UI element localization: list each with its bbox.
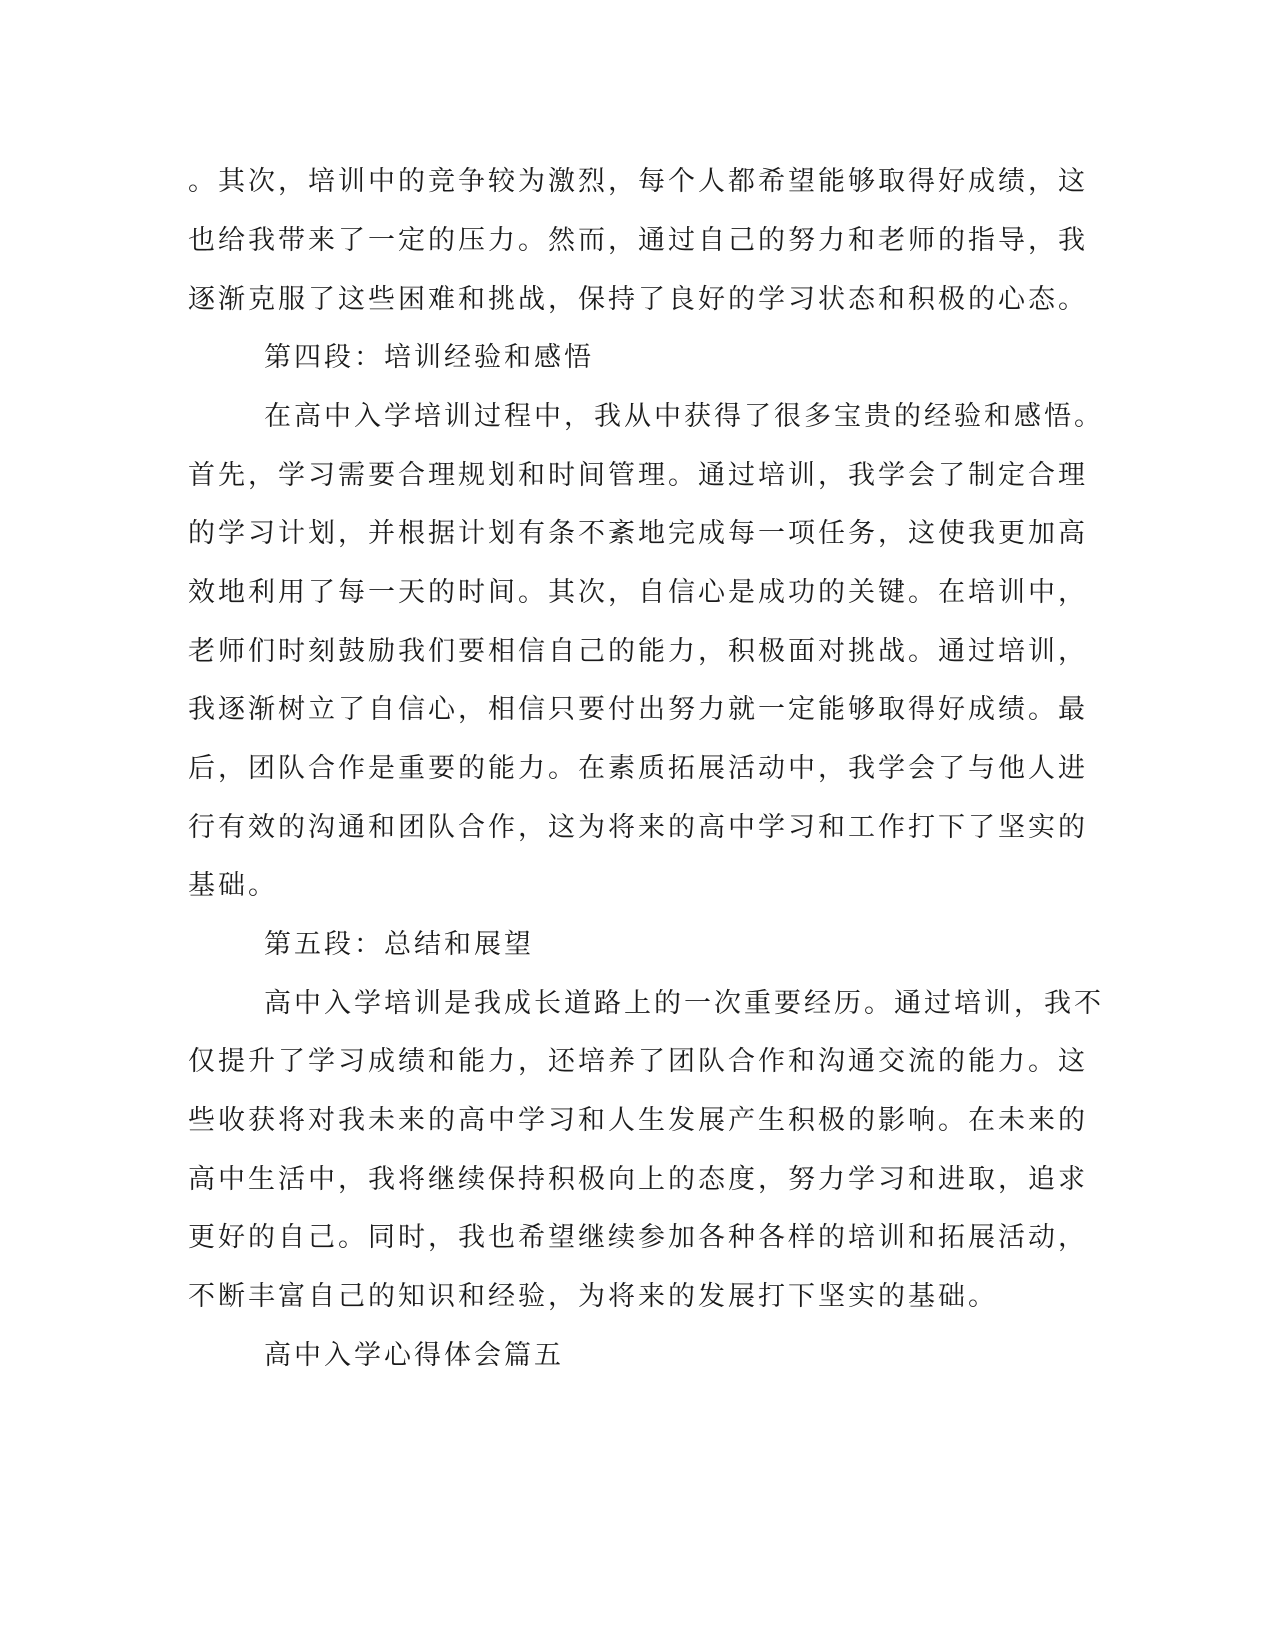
text-line: 效地利用了每一天的时间。其次，自信心是成功的关键。在培训中，: [188, 577, 1088, 608]
text-line: 也给我带来了一定的压力。然而，通过自己的努力和老师的指导，我: [188, 225, 1088, 256]
text-line: 仅提升了学习成绩和能力，还培养了团队合作和沟通交流的能力。这: [188, 1046, 1088, 1077]
text-line: 首先，学习需要合理规划和时间管理。通过培训，我学会了制定合理: [188, 460, 1088, 491]
text-line: 后，团队合作是重要的能力。在素质拓展活动中，我学会了与他人进: [188, 753, 1088, 784]
text-line: 不断丰富自己的知识和经验，为将来的发展打下坚实的基础。: [188, 1281, 998, 1312]
text-line: 基础。: [188, 870, 278, 901]
text-line: 行有效的沟通和团队合作，这为将来的高中学习和工作打下了坚实的: [188, 812, 1088, 843]
text-line: 高中生活中，我将继续保持积极向上的态度，努力学习和进取，追求: [188, 1164, 1088, 1195]
section-heading: 第四段：培训经验和感悟: [264, 342, 594, 373]
section-heading: 第五段：总结和展望: [264, 929, 534, 960]
section-heading: 高中入学心得体会篇五: [264, 1340, 564, 1371]
text-line: 老师们时刻鼓励我们要相信自己的能力，积极面对挑战。通过培训，: [188, 636, 1088, 667]
text-line: 。其次，培训中的竞争较为激烈，每个人都希望能够取得好成绩，这: [188, 166, 1088, 197]
text-line: 逐渐克服了这些困难和挑战，保持了良好的学习状态和积极的心态。: [188, 284, 1088, 315]
text-line: 我逐渐树立了自信心，相信只要付出努力就一定能够取得好成绩。最: [188, 694, 1088, 725]
text-line: 更好的自己。同时，我也希望继续参加各种各样的培训和拓展活动，: [188, 1222, 1088, 1253]
text-line: 些收获将对我未来的高中学习和人生发展产生积极的影响。在未来的: [188, 1105, 1088, 1136]
text-line: 高中入学培训是我成长道路上的一次重要经历。通过培训，我不: [264, 988, 1104, 1019]
text-line: 的学习计划，并根据计划有条不紊地完成每一项任务，这使我更加高: [188, 518, 1088, 549]
text-line: 在高中入学培训过程中，我从中获得了很多宝贵的经验和感悟。: [264, 401, 1104, 432]
